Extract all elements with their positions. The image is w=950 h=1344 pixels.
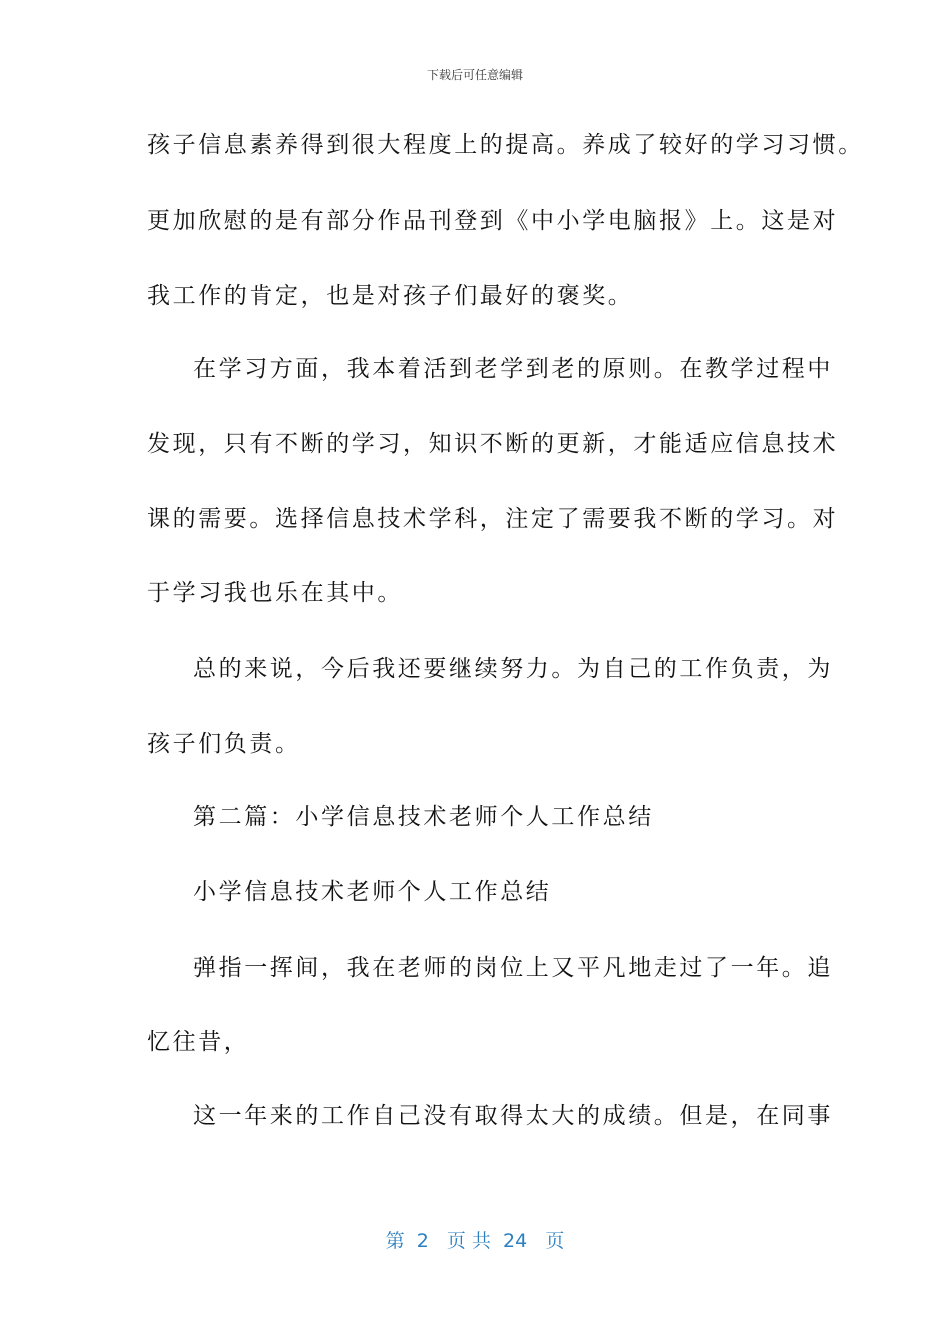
- text-line: 孩子信息素养得到很大程度上的提高。养成了较好的学习习惯。: [147, 132, 864, 158]
- paragraph-start-line: 弹指一挥间，我在老师的岗位上又平凡地走过了一年。追: [193, 955, 833, 981]
- paragraph-start-line: 总的来说，今后我还要继续努力。为自己的工作负责，为: [193, 656, 833, 682]
- section-title: 小学信息技术老师个人工作总结: [193, 879, 552, 905]
- text-line: 我工作的肯定，也是对孩子们最好的褒奖。: [147, 283, 634, 309]
- text-line: 孩子们负责。: [147, 731, 301, 757]
- text-line: 忆往昔，: [147, 1029, 250, 1055]
- section-heading: 第二篇：小学信息技术老师个人工作总结: [193, 804, 654, 830]
- text-line: 发现，只有不断的学习，知识不断的更新，才能适应信息技术: [147, 431, 839, 457]
- text-line: 课的需要。选择信息技术学科，注定了需要我不断的学习。对: [147, 506, 839, 532]
- text-line: 更加欣慰的是有部分作品刊登到《中小学电脑报》上。这是对: [147, 208, 839, 234]
- page-header-note: 下载后可任意编辑: [426, 68, 523, 82]
- text-line: 于学习我也乐在其中。: [147, 580, 403, 606]
- paragraph-start-line: 在学习方面，我本着活到老学到老的原则。在教学过程中: [193, 356, 833, 382]
- page-number-footer: 第 2 页 共 24 页: [385, 1230, 565, 1252]
- paragraph-start-line: 这一年来的工作自己没有取得太大的成绩。但是，在同事: [193, 1103, 833, 1129]
